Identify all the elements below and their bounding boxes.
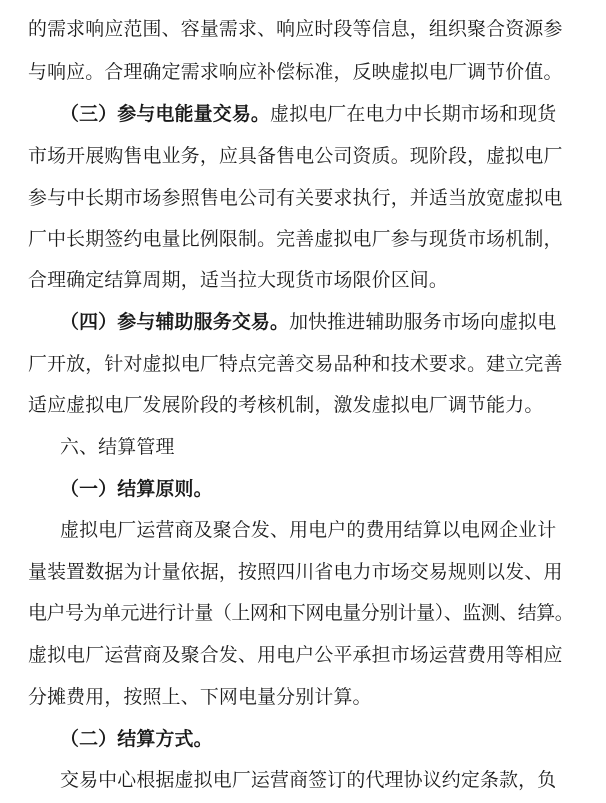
paragraph-line: 市场开展购售电业务，应具备售电公司资质。现阶段，虚拟电厂 bbox=[28, 145, 563, 167]
paragraph-line: 电户号为单元进行计量（上网和下网电量分别计量）、监测、结算。 bbox=[28, 602, 574, 624]
paragraph-line: 虚拟电厂运营商及聚合发、用电户的费用结算以电网企业计 bbox=[60, 519, 557, 541]
paragraph-line: 与响应。合理确定需求响应补偿标准，反映虚拟电厂调节价值。 bbox=[28, 61, 563, 83]
paragraph-line: 适应虚拟电厂发展阶段的考核机制，激发虚拟电厂调节能力。 bbox=[28, 394, 544, 416]
paragraph-line: 量装置数据为计量依据，按照四川省电力市场交易规则以发、用 bbox=[28, 561, 563, 583]
paragraph-line: 虚拟电厂运营商及聚合发、用电户公平承担市场运营费用等相应 bbox=[28, 644, 563, 666]
paragraph-line: 分摊费用，按照上、下网电量分别计算。 bbox=[28, 686, 372, 708]
paragraph-line: 合理确定结算周期，适当拉大现货市场限价区间。 bbox=[28, 269, 448, 291]
section-heading: （三）参与电能量交易。 bbox=[60, 103, 270, 125]
paragraph-line: 厂开放，针对虚拟电厂特点完善交易品种和技术要求。建立完善 bbox=[28, 353, 563, 375]
paragraph-line: 的需求响应范围、容量需求、响应时段等信息，组织聚合资源参 bbox=[28, 18, 563, 40]
chapter-heading: 六、结算管理 bbox=[60, 436, 175, 458]
subsection-1-heading: （一）结算原则。 bbox=[60, 478, 213, 500]
paragraph-line: 厂中长期签约电量比例限制。完善虚拟电厂参与现货市场机制， bbox=[28, 228, 563, 250]
paragraph-line: 交易中心根据虚拟电厂运营商签订的代理协议约定条款，负 bbox=[60, 769, 557, 791]
paragraph-line: 参与中长期市场参照售电公司有关要求执行，并适当放宽虚拟电 bbox=[28, 187, 563, 209]
subsection-2-heading: （二）结算方式。 bbox=[60, 728, 213, 750]
section-3-line: （三）参与电能量交易。虚拟电厂在电力中长期市场和现货 bbox=[60, 103, 557, 125]
section-heading: （四）参与辅助服务交易。 bbox=[60, 311, 290, 333]
section-4-line: （四）参与辅助服务交易。加快推进辅助服务市场向虚拟电 bbox=[60, 311, 557, 333]
